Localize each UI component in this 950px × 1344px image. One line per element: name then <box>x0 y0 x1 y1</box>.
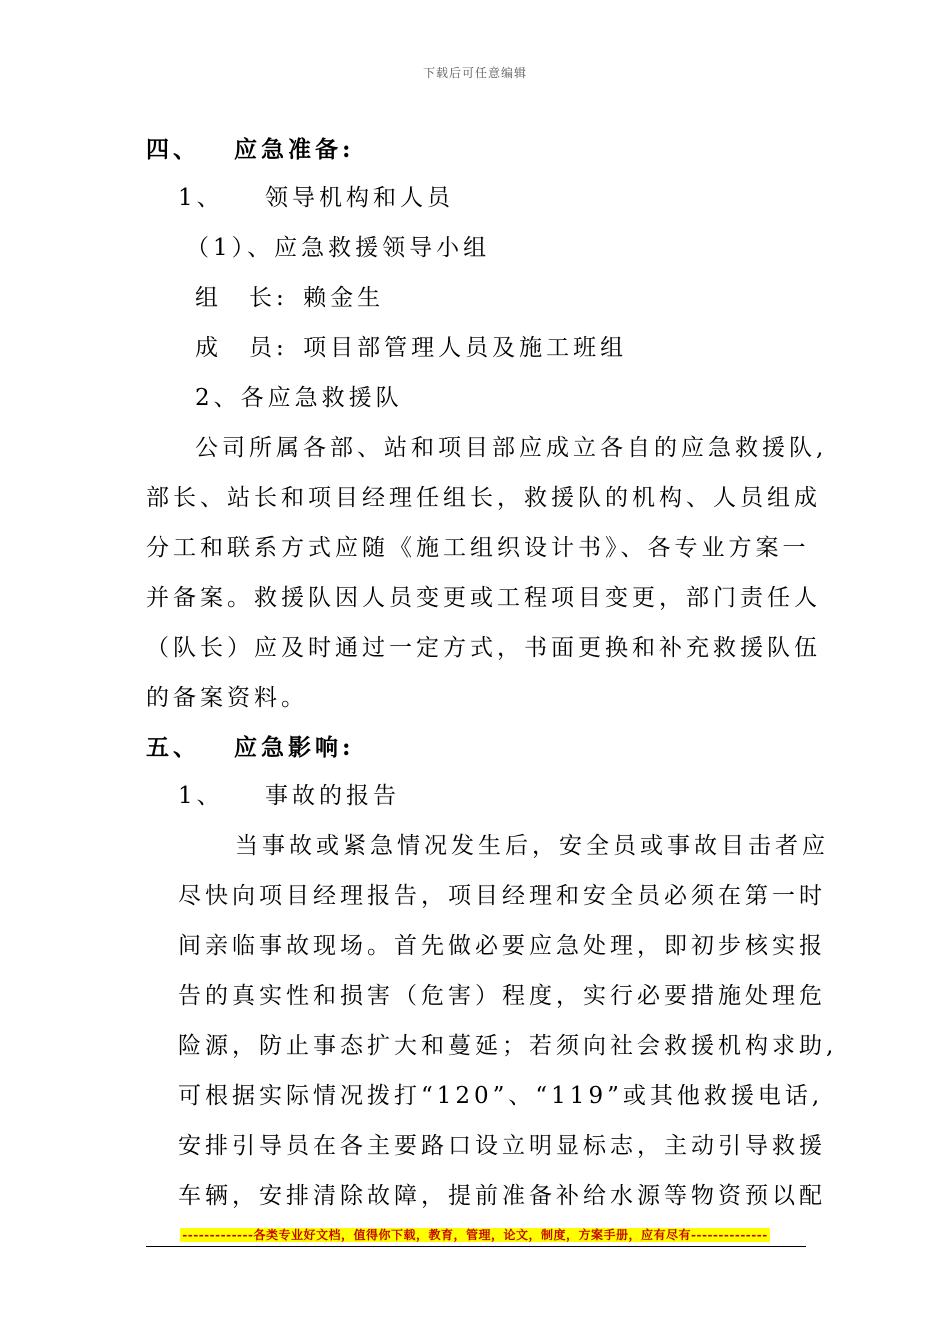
section-4-paragraph-line-2: 部长、站长和项目经理任组长，救援队的机构、人员组成 <box>146 485 821 511</box>
section-4-sub-1: （1）、应急救援领导小组 <box>186 235 491 261</box>
leader-line <box>195 283 384 313</box>
section-5-paragraph-line-3: 间亲临事故现场。首先做必要应急处理，即初步核实报 <box>178 933 826 959</box>
leader-value: 赖金生 <box>303 285 385 311</box>
section-5-item-1-number: 1、 <box>178 783 224 809</box>
section-4-paragraph-line-6: 的备案资料。 <box>146 685 308 711</box>
section-5-paragraph-line-4: 告的真实性和损害（危害）程度，实行必要措施处理危 <box>178 983 826 1009</box>
section-4-paragraph-line-1: 公司所属各部、站和项目部应成立各自的应急救援队, <box>195 435 828 461</box>
section-4-number: 四、 <box>146 136 200 163</box>
section-5-paragraph-line-6: 可根据实际情况拨打“120”、“119”或其他救援电话, <box>178 1083 824 1109</box>
section-4-title: 应急准备: <box>234 136 355 163</box>
section-4-paragraph-line-5: （队长）应及时通过一定方式，书面更换和补充救援队伍 <box>146 635 821 661</box>
section-5-paragraph-line-5: 险源，防止事态扩大和蔓延；若须向社会救援机构求助, <box>178 1033 838 1059</box>
section-4-item-1-title: 领导机构和人员 <box>264 185 454 211</box>
section-5-title: 应急影响: <box>234 734 355 761</box>
section-4-paragraph-line-4: 并备案。救援队因人员变更或工程项目变更，部门责任人 <box>146 585 821 611</box>
section-5-paragraph-line-2: 尽快向项目经理报告，项目经理和安全员必须在第一时 <box>178 883 826 909</box>
leader-label: 组 长: <box>195 285 288 311</box>
section-4-item-1-number: 1、 <box>178 185 224 211</box>
member-line <box>195 333 627 363</box>
page-header: 下载后可任意编辑 <box>422 66 527 80</box>
section-5-item-1 <box>178 781 400 811</box>
page-footer-text: -------------各类专业好文档，值得你下载，教育，管理，论文，制度，方案手册，应有尽有-------------- <box>182 1228 768 1242</box>
section-4-item-1 <box>178 183 454 213</box>
footer-rule <box>146 1246 806 1247</box>
section-5-heading <box>146 733 355 763</box>
page-footer <box>0 1226 950 1243</box>
section-5-paragraph-line-1: 当事故或紧急情况发生后，安全员或事故目击者应 <box>235 833 829 859</box>
section-5-number: 五、 <box>146 734 200 761</box>
member-label: 成 员: <box>195 335 288 361</box>
member-value: 项目部管理人员及施工班组 <box>303 335 628 361</box>
section-5-paragraph-line-8: 车辆，安排清除故障，提前准备补给水源等物资预以配 <box>178 1183 826 1209</box>
section-4-paragraph-line-3: 分工和联系方式应随《施工组织设计书》、各专业方案一 <box>146 535 810 561</box>
section-4-heading <box>146 135 355 165</box>
section-5-item-1-title: 事故的报告 <box>264 783 400 809</box>
section-4-item-2: 2、各应急救援队 <box>195 385 403 411</box>
section-5-paragraph-line-7: 安排引导员在各主要路口设立明显标志，主动引导救援 <box>178 1133 826 1159</box>
